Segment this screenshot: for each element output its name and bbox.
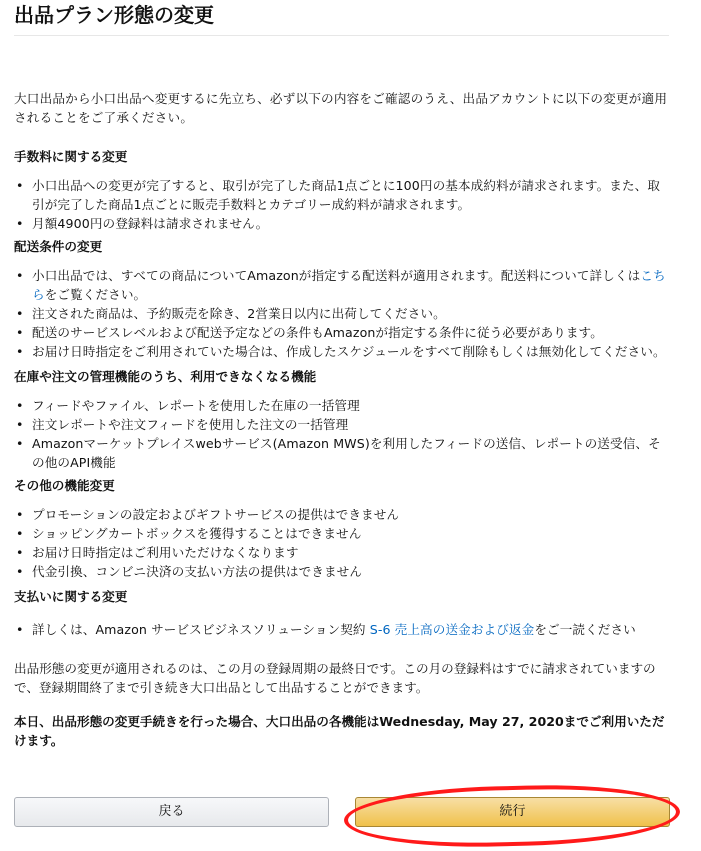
list-item: • 配送のサービスレベルおよび配送予定などの条件もAmazonが指定する条件に従う必要があります。 xyxy=(14,323,670,342)
management-heading: 在庫や注文の管理機能のうち、利用できなくなる機能 xyxy=(14,369,317,384)
shipping-fee-link[interactable]: こちら xyxy=(32,268,666,302)
list-item: • フィードやファイル、レポートを使用した在庫の一括管理 xyxy=(14,396,670,415)
list-item: • ショッピングカートボックスを獲得することはできません xyxy=(14,524,670,543)
other-section xyxy=(14,476,670,581)
payment-item-text: 詳しくは、Amazon サービスビジネスソリューション契約 xyxy=(32,622,370,637)
continue-button[interactable]: 続行 xyxy=(355,797,670,827)
list-item xyxy=(14,620,670,639)
page-content xyxy=(14,0,670,750)
title-divider xyxy=(14,35,669,36)
shipping-item-text-end: をご覧ください。 xyxy=(44,287,147,302)
list-item: • 注文された商品は、予約販売を除き、2営業日以内に出荷してください。 xyxy=(14,304,670,323)
list-item: • Amazonマーケットプレイスwebサービス(Amazon MWS)を利用したフィードの送信、レポートの送受信、その他のAPI機能 xyxy=(14,434,670,472)
remittance-refund-link[interactable]: S-6 売上高の送金および返金 xyxy=(369,622,535,637)
list-item: • プロモーションの設定およびギフトサービスの提供はできません xyxy=(14,505,670,524)
deadline-note: 本日、出品形態の変更手続きを行った場合、大口出品の各機能はWednesday, May 27, 2020までご利用いただけます。 xyxy=(14,714,665,748)
fees-heading: 手数料に関する変更 xyxy=(14,149,128,164)
fees-list xyxy=(14,176,670,233)
shipping-heading: 配送条件の変更 xyxy=(14,239,103,254)
shipping-item-text: 小口出品では、すべての商品についてAmazonが指定する配送料が適用されます。配送料について詳しくは xyxy=(32,268,641,283)
management-section xyxy=(14,367,670,472)
list-item: • 代金引換、コンビニ決済の支払い方法の提供はできません xyxy=(14,562,670,581)
list-item: • お届け日時指定をご利用されていた場合は、作成したスケジュールをすべて削除もしくは無効化してください。 xyxy=(14,342,670,361)
other-list xyxy=(14,505,670,581)
list-item xyxy=(14,266,670,304)
payment-heading: 支払いに関する変更 xyxy=(14,589,128,604)
list-item: • 小口出品への変更が完了すると、取引が完了した商品1点ごとに100円の基本成約料が請求されます。また、取引が完了した商品1点ごとに販売手数料とカテゴリー成約料が請求されます。 xyxy=(14,176,670,214)
fees-section xyxy=(14,147,670,233)
payment-section xyxy=(14,587,670,639)
list-item: • お届け日時指定はご利用いただけなくなります xyxy=(14,543,670,562)
page-title: 出品プラン形態の変更 xyxy=(14,3,214,27)
list-item: • 月額4900円の登録料は請求されません。 xyxy=(14,214,670,233)
shipping-section xyxy=(14,237,670,361)
shipping-list xyxy=(14,266,670,361)
list-item: • 注文レポートや注文フィードを使用した注文の一括管理 xyxy=(14,415,670,434)
other-heading: その他の機能変更 xyxy=(14,478,115,493)
intro-text: 大口出品から小口出品へ変更するに先立ち、必ず以下の内容をご確認のうえ、出品アカウントに以下の変更が適用されることをご了承ください。 xyxy=(14,91,668,125)
effective-date-note: 出品形態の変更が適用されるのは、この月の登録周期の最終日です。この月の登録料はすでに請求されていますので、登録期間終了まで引き続き大口出品として出品することができます。 xyxy=(14,661,656,695)
payment-item-text-end: をご一読ください xyxy=(534,622,636,637)
payment-list xyxy=(14,620,670,639)
management-list xyxy=(14,396,670,472)
back-button[interactable]: 戻る xyxy=(14,797,329,827)
